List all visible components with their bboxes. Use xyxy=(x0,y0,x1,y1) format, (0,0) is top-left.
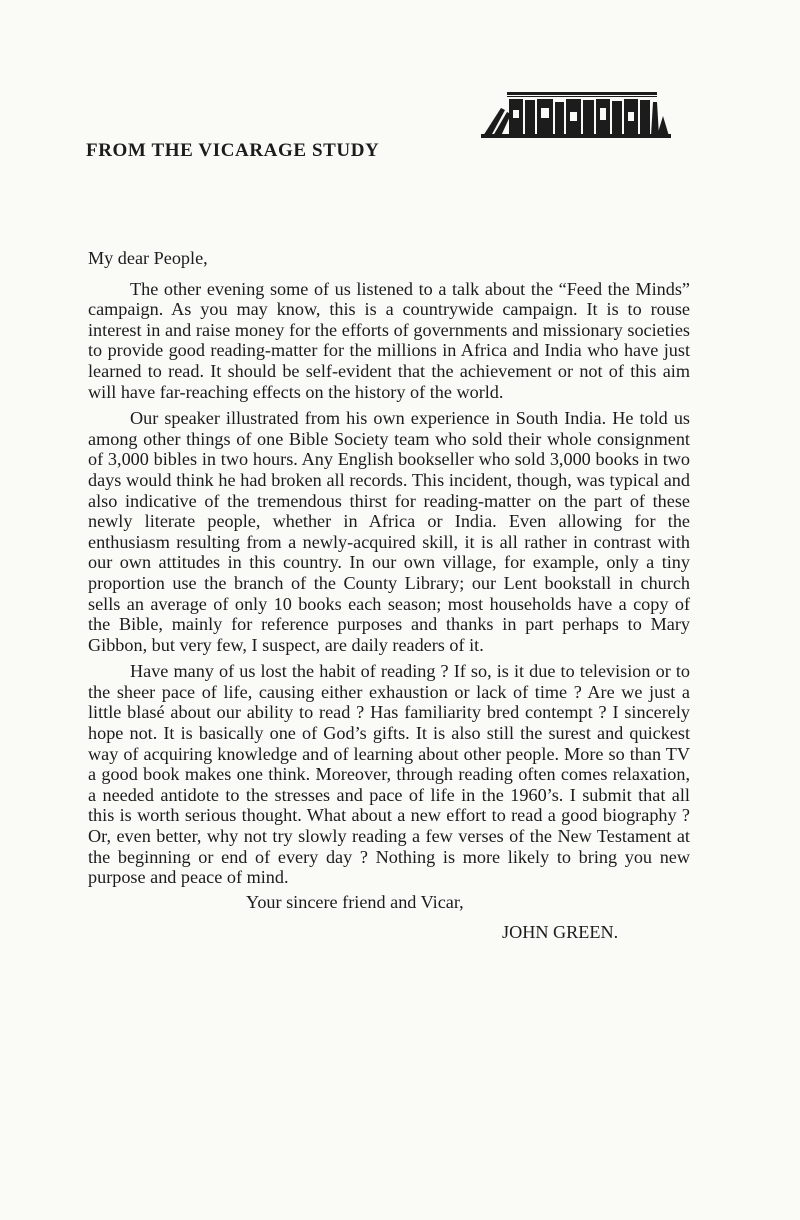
letter-body xyxy=(88,248,690,943)
signature: JOHN GREEN. xyxy=(502,922,619,943)
letter-paragraph: Have many of us lost the habit of reading ? If so, is it due to television or to the sheer pace of life, causing either exhaustion or lack of time ? Are we just a little blasé about our ability to read ? Has familiarity bred contempt ? I sincerely hope not. It is basically one of God’s gifts. It is also still the surest and quickest way of acquiring knowledge and of learning about other people. More so than TV a good book makes one think. Moreover, through reading often comes relaxation, a needed antidote to the stresses and pace of life in the 1960’s. I submit that all this is worth serious thought. What about a new effort to read a good biography ? Or, even better, why not try slowly reading a few verses of the New Testament at the beginning or end of every day ? Nothing is more likely to bring you new purpose and peace of mind. xyxy=(88,661,690,888)
salutation: My dear People, xyxy=(88,248,208,268)
letter-paragraph: The other evening some of us listened to a talk about the “Feed the Minds” campaign. As you may know, this is a countrywide campaign. It is to rouse interest in and raise money for the efforts of governments and missionary societies to provide good reading-matter for the millions in Africa and India who have just learned to read. It should be self-evident that the achievement or not of this aim will have far-reaching effects on the history of the world. xyxy=(88,278,690,402)
bookshelf-icon xyxy=(481,88,671,138)
closing-line: Your sincere friend and Vicar, xyxy=(246,891,464,912)
page-title: FROM THE VICARAGE STUDY xyxy=(86,140,380,161)
letter-paragraph: Our speaker illustrated from his own experience in South India. He told us among other things of one Bible Society team who sold their whole consignment of 3,000 bibles in two hours. Any English bookseller who sold 3,000 books in two days would think he had broken all records. This incident, though, was typical and also indicative of the tremendous thirst for reading-matter on the part of these newly literate people, whether in Africa or India. Even allowing for the enthusiasm resulting from a newly-acquired skill, it is all rather in contrast with our own attitudes in this country. In our own village, for example, only a tiny proportion use the branch of the County Library; our Lent bookstall in church sells an average of only 10 books each season; most households have a copy of the Bible, mainly for reference purposes and thanks in part perhaps to Mary Gibbon, but very few, I suspect, are daily readers of it. xyxy=(88,408,690,655)
